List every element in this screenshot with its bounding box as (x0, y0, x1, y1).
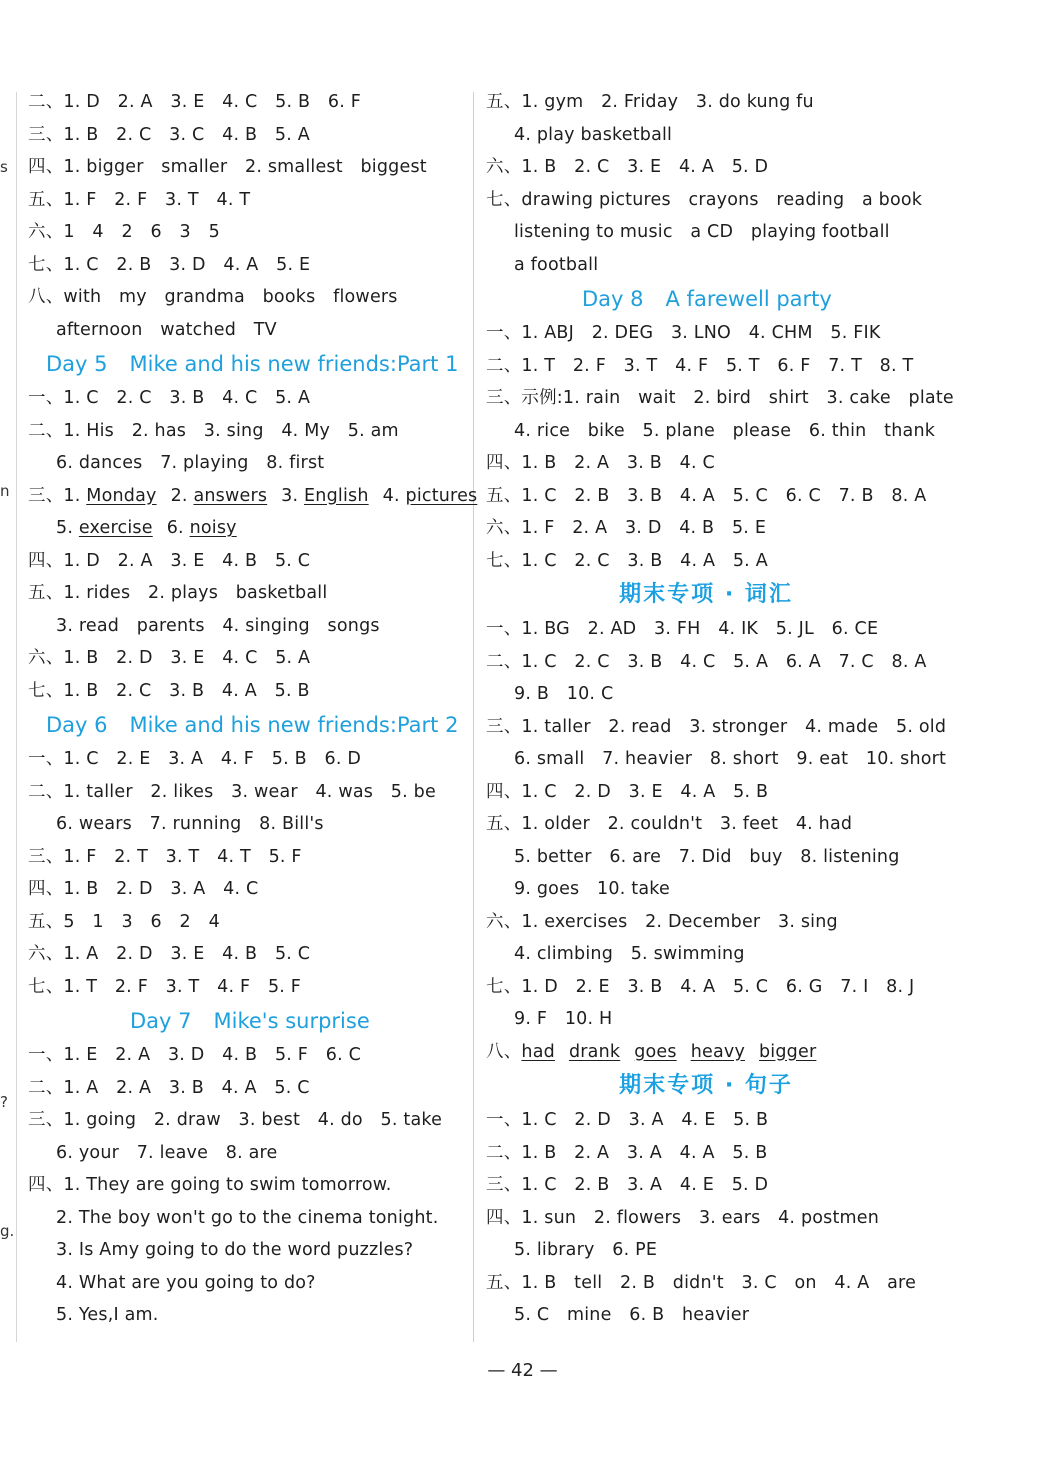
underlined-word: noisy (189, 518, 237, 538)
answer-line: 三、1. taller 2. read 3. stronger 4. made 5. old (486, 716, 947, 737)
answer-line: 三、示例:1. rain wait 2. bird shirt 3. cake plate (486, 388, 954, 408)
bleed-text: g. (0, 1222, 15, 1240)
section-heading-day8 (486, 281, 1026, 317)
answer-line: 四、1. bigger smaller 2. smallest biggest (28, 157, 427, 177)
answer-line: 六、1 4 2 6 3 5 (28, 222, 220, 242)
answer-line: 五、1. C 2. B 3. B 4. A 5. C 6. C 7. B 8. A (486, 485, 927, 506)
answer-line: 六、1. exercises 2. December 3. sing (486, 911, 838, 932)
answer-line: 9. B 10. C (514, 684, 614, 704)
answer-line: 六、1. B 2. D 3. E 4. C 5. A (28, 648, 311, 668)
answer-line: 一、1. C 2. C 3. B 4. C 5. A (28, 388, 311, 408)
answer-line: a football (514, 254, 599, 275)
answer-line: 四、1. B 2. A 3. B 4. C (486, 453, 715, 473)
answer-line: 一、1. C 2. D 3. A 4. E 5. B (486, 1110, 769, 1130)
bleed-text: n (0, 482, 10, 500)
answer-line: 五、1. gym 2. Friday 3. do kung fu (486, 92, 814, 112)
answer-line: 三、1. going 2. draw 3. best 4. do 5. take (28, 1110, 443, 1130)
answer-line (28, 480, 478, 513)
answer-line: 七、1. B 2. C 3. B 4. A 5. B (28, 680, 310, 701)
column-divider (473, 92, 474, 1342)
underlined-word: Monday (86, 485, 157, 506)
item-number: 5. (56, 518, 74, 538)
underlined-word: English (304, 485, 369, 506)
answer-line: afternoon watched TV (56, 319, 277, 340)
item-number: 2. (170, 485, 188, 506)
answer-line: 6. your 7. leave 8. are (56, 1142, 278, 1163)
answer-line: 一、1. E 2. A 3. D 4. B 5. F 6. C (28, 1045, 362, 1065)
item-number: 3. (281, 485, 299, 506)
answer-line: 5. C mine 6. B heavier (514, 1305, 750, 1325)
answer-line: 六、1. F 2. A 3. D 4. B 5. E (486, 518, 767, 538)
day-label: Day 7 (130, 1009, 192, 1033)
answer-line (486, 1036, 1026, 1069)
answer-line: 3. Is Amy going to do the word puzzles? (56, 1240, 414, 1260)
bleed-text: s (0, 158, 8, 176)
answer-line: 4. climbing 5. swimming (514, 944, 745, 964)
answer-line: 七、1. C 2. C 3. B 4. A 5. A (486, 550, 768, 571)
right-column (486, 86, 1026, 1332)
item-number: 三、1. (28, 485, 81, 506)
answer-line: 四、1. They are going to swim tomorrow. (28, 1175, 392, 1195)
answer-line: listening to music a CD playing football (514, 222, 890, 242)
answer-line: 六、1. B 2. C 3. E 4. A 5. D (486, 157, 769, 177)
answer-line: 6. wears 7. running 8. Bill's (56, 814, 324, 834)
answer-line: 一、1. C 2. E 3. A 4. F 5. B 6. D (28, 749, 362, 769)
answer-line: 八、with my grandma books flowers (28, 287, 398, 307)
answer-line: 3. read parents 4. singing songs (56, 615, 380, 636)
underlined-word: drank (568, 1041, 621, 1062)
left-margin-line (16, 92, 17, 1342)
underlined-word: had (521, 1041, 555, 1062)
section-heading-day5 (28, 346, 468, 382)
answer-line: 4. What are you going to do? (56, 1272, 316, 1293)
item-number: 4. (382, 485, 400, 506)
underlined-word: heavy (690, 1041, 745, 1062)
answer-line: 四、1. C 2. D 3. E 4. A 5. B (486, 781, 769, 802)
answer-line: 三、1. B 2. C 3. C 4. B 5. A (28, 124, 310, 145)
day-title: Mike's surprise (213, 1009, 370, 1033)
day-title: A farewell party (665, 287, 832, 311)
answer-line: 二、1. His 2. has 3. sing 4. My 5. am (28, 420, 399, 441)
answer-line (28, 512, 468, 545)
answer-line: 二、1. taller 2. likes 3. wear 4. was 5. be (28, 781, 436, 802)
bleed-text: ? (0, 1093, 8, 1111)
answer-line: 5. Yes,I am. (56, 1305, 159, 1325)
underlined-word: exercise (78, 518, 153, 538)
answer-line: 四、1. sun 2. flowers 3. ears 4. postmen (486, 1207, 880, 1228)
answer-line: 五、1. older 2. couldn't 3. feet 4. had (486, 814, 853, 834)
underlined-word: bigger (759, 1041, 817, 1062)
day-label: Day 6 (46, 713, 108, 737)
section-heading-day6 (28, 707, 468, 743)
answer-line: 2. The boy won't go to the cinema tonight. (56, 1207, 439, 1228)
answer-line: 二、1. B 2. A 3. A 4. A 5. B (486, 1142, 768, 1163)
answer-line: 6. dances 7. playing 8. first (56, 453, 325, 473)
item-number: 八、 (486, 1041, 522, 1062)
day-title: Mike and his new friends:Part 2 (129, 713, 459, 737)
answer-line: 四、1. B 2. D 3. A 4. C (28, 879, 259, 899)
answer-line: 二、1. A 2. A 3. B 4. A 5. C (28, 1077, 310, 1098)
underlined-word: answers (193, 485, 268, 506)
day-label: Day 8 (582, 287, 644, 311)
answer-line: 五、1. rides 2. plays basketball (28, 583, 328, 603)
left-column (28, 86, 478, 1332)
answer-line: 五、1. F 2. F 3. T 4. T (28, 189, 251, 210)
answer-line: 6. small 7. heavier 8. short 9. eat 10. short (514, 749, 947, 769)
underlined-word: pictures (405, 485, 478, 506)
answer-line: 三、1. F 2. T 3. T 4. T 5. F (28, 846, 302, 867)
answer-line: 四、1. D 2. A 3. E 4. B 5. C (28, 550, 311, 571)
day-label: Day 5 (46, 352, 108, 376)
answer-line: 9. F 10. H (514, 1009, 613, 1029)
answer-line: 七、drawing pictures crayons reading a book (486, 189, 923, 210)
answer-line: 4. rice bike 5. plane please 6. thin thank (514, 420, 936, 441)
answer-line: 9. goes 10. take (514, 879, 670, 899)
underlined-word: goes (634, 1041, 677, 1062)
answer-line: 六、1. A 2. D 3. E 4. B 5. C (28, 944, 311, 964)
section-heading-day7 (28, 1003, 468, 1039)
day-title: Mike and his new friends:Part 1 (129, 352, 459, 376)
answer-line: 七、1. T 2. F 3. T 4. F 5. F (28, 976, 302, 997)
answer-line: 七、1. D 2. E 3. B 4. A 5. C 6. G 7. I 8. J (486, 976, 915, 997)
answer-line: 二、1. T 2. F 3. T 4. F 5. T 6. F 7. T 8. T (486, 355, 914, 376)
answer-line: 一、1. BG 2. AD 3. FH 4. IK 5. JL 6. CE (486, 619, 879, 639)
answer-line: 五、1. B tell 2. B didn't 3. C on 4. A are (486, 1272, 917, 1293)
item-number: 6. (166, 518, 184, 538)
page-number: — 42 — (487, 1360, 558, 1381)
answer-line: 二、1. D 2. A 3. E 4. C 5. B 6. F (28, 92, 362, 112)
section-heading-sentences: 期末专项 · 句子 (619, 1073, 793, 1098)
answer-line: 5. library 6. PE (514, 1240, 658, 1260)
answer-line: 七、1. C 2. B 3. D 4. A 5. E (28, 254, 311, 275)
section-heading-vocabulary: 期末专项 · 词汇 (619, 582, 793, 607)
answer-line: 五、5 1 3 6 2 4 (28, 911, 220, 932)
answer-line: 5. better 6. are 7. Did buy 8. listening (514, 846, 900, 867)
answer-line: 二、1. C 2. C 3. B 4. C 5. A 6. A 7. C 8. A (486, 651, 927, 672)
answer-line: 4. play basketball (514, 124, 673, 145)
answer-line: 一、1. ABJ 2. DEG 3. LNO 4. CHM 5. FIK (486, 323, 881, 343)
answer-line: 三、1. C 2. B 3. A 4. E 5. D (486, 1175, 769, 1195)
